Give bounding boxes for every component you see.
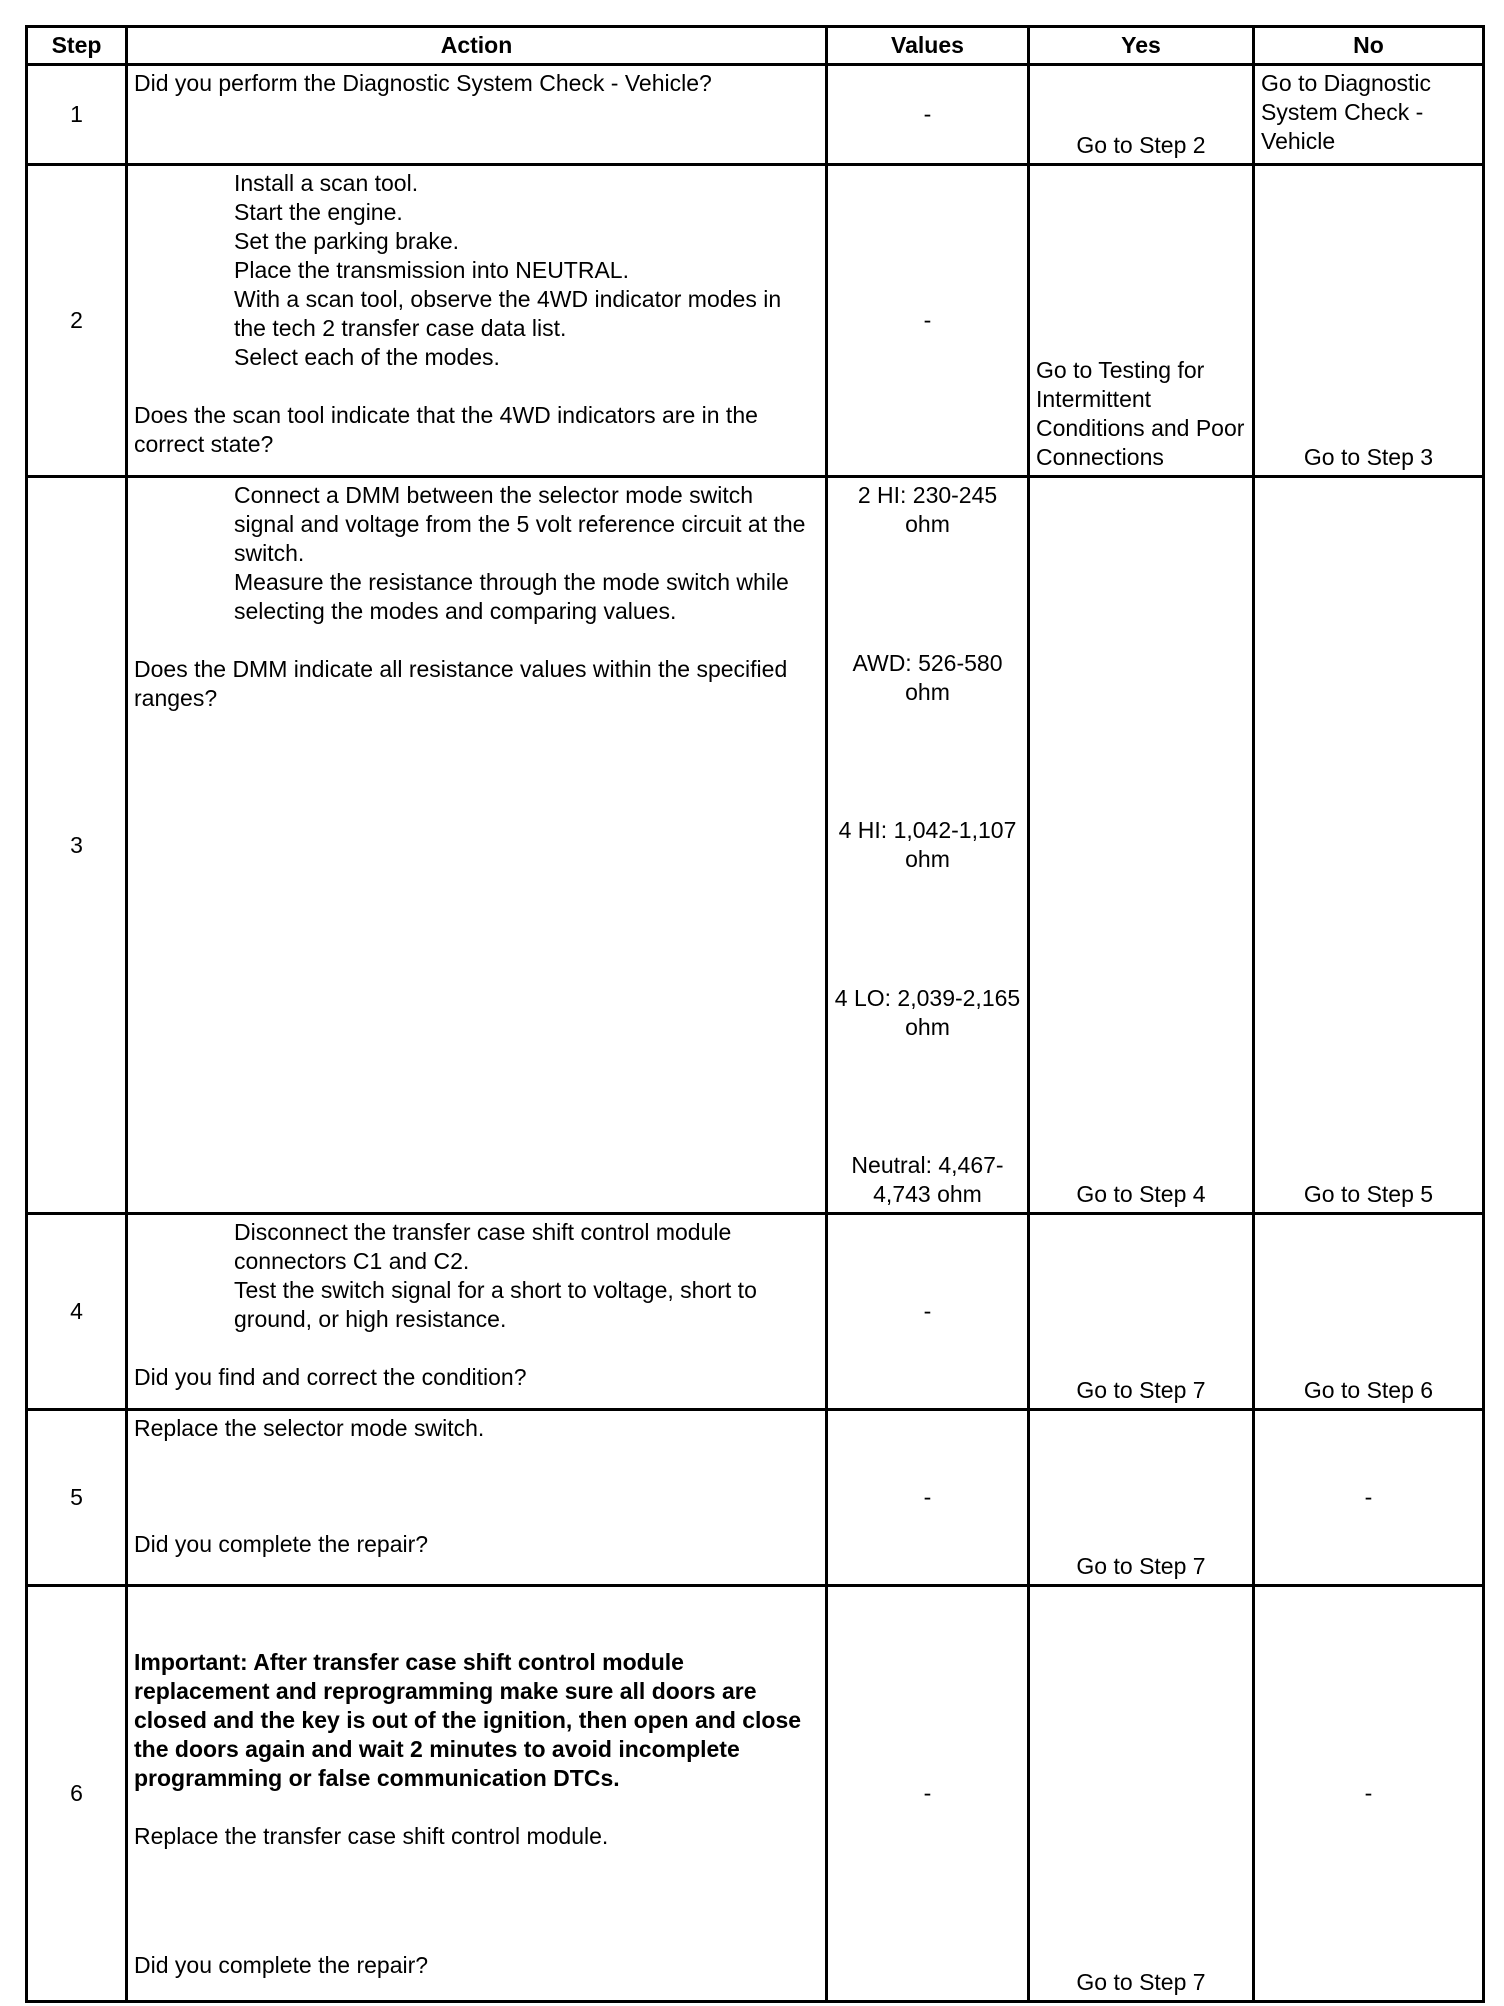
step-number: 4	[27, 1214, 127, 1410]
step-number: 6	[27, 1586, 127, 2002]
no-cell: Go to Step 6	[1254, 1214, 1484, 1410]
yes-cell: Go to Testing for Intermittent Conditions and Poor Connections	[1029, 165, 1254, 477]
action-cell	[127, 1586, 827, 2002]
value-awd: AWD: 526-580 ohm	[852, 649, 1003, 705]
action-item: Measure the resistance through the mode switch while selecting the modes and comparing values.	[234, 569, 789, 624]
value-neutral: Neutral: 4,467-4,743 ohm	[851, 1152, 1004, 1207]
action-cell	[127, 1410, 827, 1586]
value-cell	[827, 477, 1029, 1214]
action-item: Select each of the modes.	[234, 344, 500, 370]
header-values: Values	[827, 27, 1029, 65]
header-yes: Yes	[1029, 27, 1254, 65]
no-cell: -	[1254, 1586, 1484, 2002]
resistance-values	[834, 481, 1021, 1209]
action-item: With a scan tool, observe the 4WD indicator modes in the tech 2 transfer case data list.	[234, 286, 782, 341]
step-number: 3	[27, 477, 127, 1214]
value-4lo: 4 LO: 2,039-2,165 ohm	[834, 984, 1021, 1040]
yes-cell: Go to Step 7	[1029, 1410, 1254, 1586]
action-item: Install a scan tool.	[234, 170, 419, 196]
step-number: 5	[27, 1410, 127, 1586]
table-row	[27, 1410, 1484, 1586]
value-4hi: 4 HI: 1,042-1,107 ohm	[838, 817, 1017, 872]
header-step: Step	[27, 27, 127, 65]
action-cell	[127, 477, 827, 1214]
no-cell: Go to Diagnostic System Check - Vehicle	[1254, 65, 1484, 165]
no-cell: -	[1254, 1410, 1484, 1586]
question-text: Did you complete the repair?	[134, 1531, 429, 1557]
action-item: Disconnect the transfer case shift control module connectors C1 and C2.	[234, 1219, 732, 1274]
question-text: Does the DMM indicate all resistance values within the specified ranges?	[134, 656, 788, 711]
question-text: Did you find and correct the condition?	[134, 1364, 527, 1390]
action-cell	[127, 65, 827, 165]
no-cell: Go to Step 5	[1254, 477, 1484, 1214]
step-number: 2	[27, 165, 127, 477]
step-number: 1	[27, 65, 127, 165]
action-item: Set the parking brake.	[234, 228, 460, 254]
question-text: Did you perform the Diagnostic System Check - Vehicle?	[134, 70, 712, 96]
value-cell: -	[827, 65, 1029, 165]
action-cell	[127, 165, 827, 477]
table-row	[27, 65, 1484, 165]
yes-cell: Go to Step 2	[1029, 65, 1254, 165]
action-item: Connect a DMM between the selector mode switch signal and voltage from the 5 volt reference circuit at the switch.	[234, 482, 806, 566]
question-text: Does the scan tool indicate that the 4WD indicators are in the correct state?	[134, 402, 758, 457]
important-note: Important: After transfer case shift control module replacement and reprogramming make sure all doors are closed and the key is out of the ignition, then open and close the doors again and wait 2 minutes to avoid incomplete programming or false communication DTCs.	[134, 1649, 802, 1791]
yes-cell: Go to Step 4	[1029, 477, 1254, 1214]
header-no: No	[1254, 27, 1484, 65]
value-cell: -	[827, 165, 1029, 477]
action-item: Test the switch signal for a short to voltage, short to ground, or high resistance.	[234, 1277, 757, 1332]
action-item: Place the transmission into NEUTRAL.	[234, 257, 629, 283]
header-action: Action	[127, 27, 827, 65]
table-row	[27, 1586, 1484, 2002]
yes-cell: Go to Step 7	[1029, 1586, 1254, 2002]
value-cell: -	[827, 1586, 1029, 2002]
table-row	[27, 477, 1484, 1214]
question-text: Did you complete the repair?	[134, 1952, 429, 1978]
value-cell: -	[827, 1214, 1029, 1410]
yes-cell: Go to Step 7	[1029, 1214, 1254, 1410]
action-cell	[127, 1214, 827, 1410]
table-row	[27, 1214, 1484, 1410]
value-2hi: 2 HI: 230-245 ohm	[857, 482, 998, 537]
value-cell: -	[827, 1410, 1029, 1586]
instruction-text: Replace the selector mode switch.	[134, 1415, 485, 1441]
action-item: Start the engine.	[234, 199, 403, 225]
no-cell: Go to Step 3	[1254, 165, 1484, 477]
table-row	[27, 165, 1484, 477]
diagnostic-table	[25, 25, 1485, 2003]
instruction-text: Replace the transfer case shift control module.	[134, 1823, 609, 1849]
header-row	[27, 27, 1484, 65]
